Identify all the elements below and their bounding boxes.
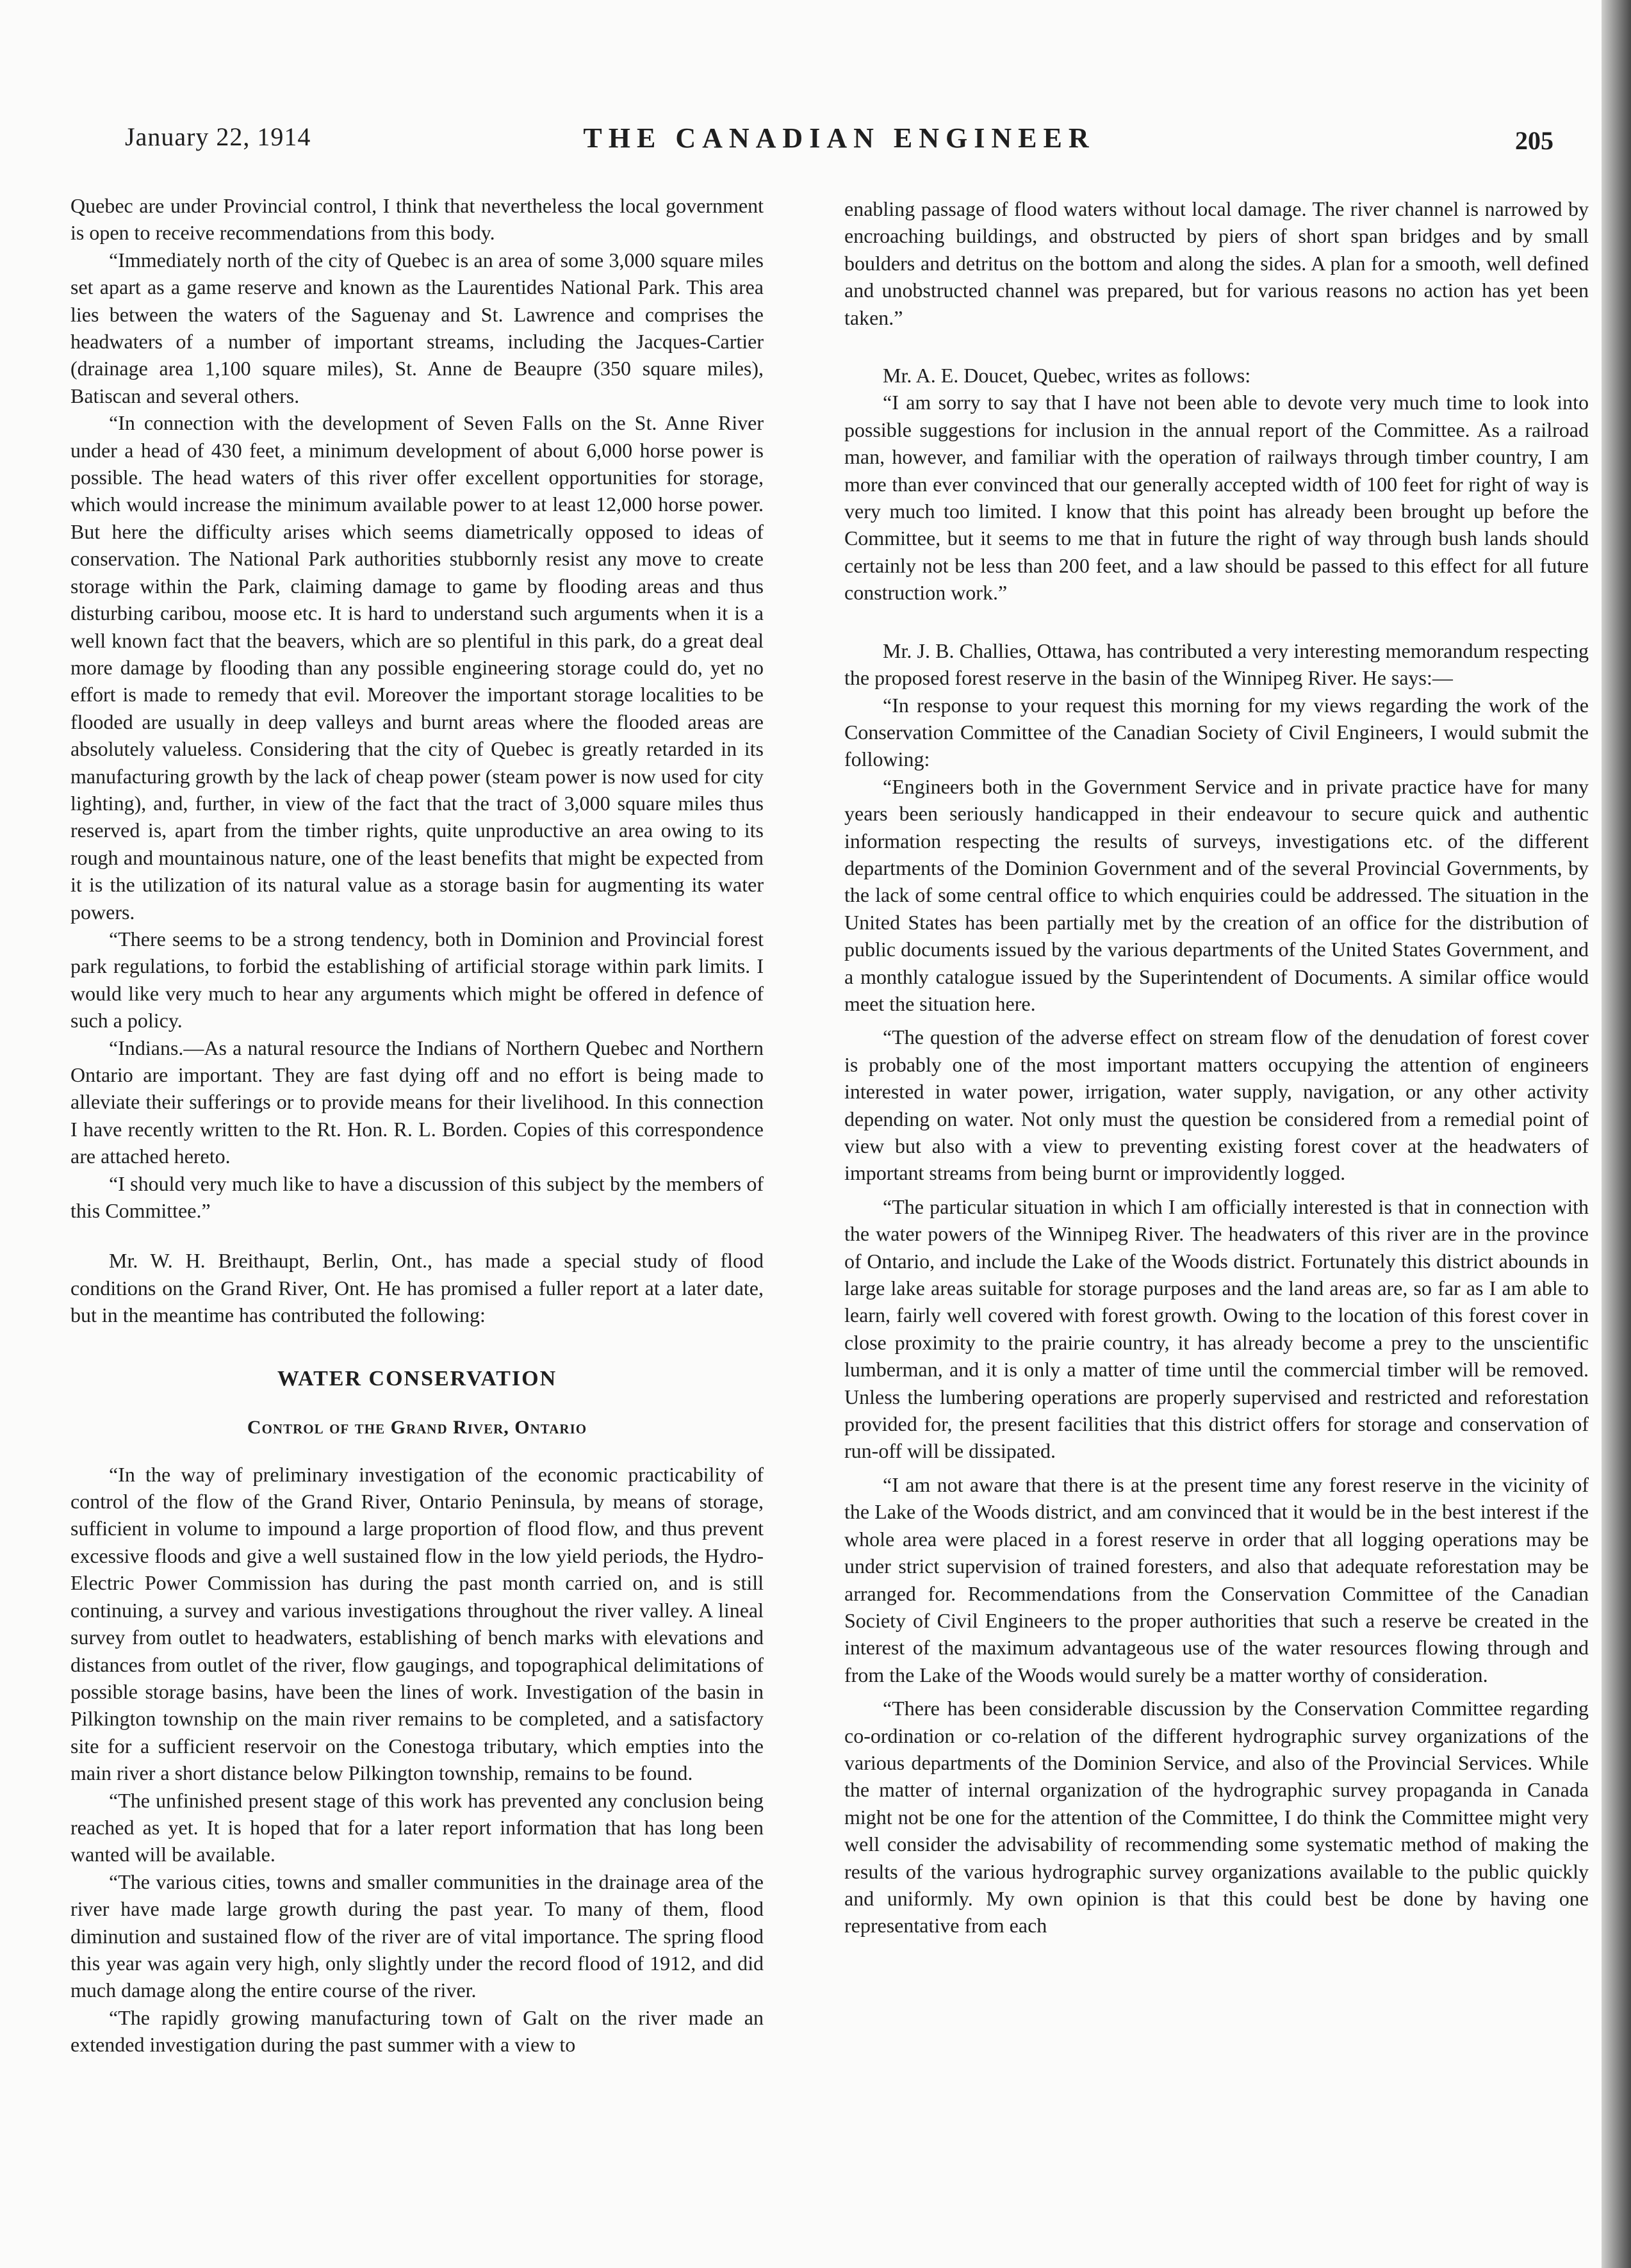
page-number: 205 (1515, 126, 1553, 155)
paragraph: enabling passage of flood waters without local damage. The river channel is narrowed by encroaching buildings, and obstructed by piers of short span bridges and by small boulders and detritus on the bottom and along the sides. A plan for a smooth, well defined and unobstructed channel was prepared, but for various reasons no action has yet been taken.” (844, 197, 1589, 329)
right-column (844, 195, 1589, 1939)
paragraph: “I should very much like to have a discussion of this subject by the members of this Committee.” (70, 1171, 764, 1223)
left-column (70, 192, 764, 2059)
paragraph: “In response to your request this morning for my views regarding the work of the Conservation Committee of the Canadian Society of Civil Engineers, I would submit the following: (844, 693, 1589, 771)
section-subheading: Control of the Grand River, Ontario (247, 1416, 587, 1438)
page-binding-shadow (1602, 0, 1631, 2268)
paragraph: “The question of the adverse effect on stream flow of the denudation of forest cover is probably one of the most important matters occupying the attention of engineers interested in water power, irrigation, water supply, navigation, or any other activity depending on water. Not only must the question be considered from a remedial point of view but also with a view to preventing existing forest cover at the headwaters of important streams from being burnt or improvidently logged. (844, 1025, 1589, 1185)
paragraph: “In the way of preliminary investigation of the economic practicability of control of the flow of the Grand River, Ontario Peninsula, by means of storage, sufficient in volume to impound a large proportion of flood flow, and thus prevent excessive floods and give a well sustained flow in the low yield periods, the Hydro-Electric Power Commission has during the past month carried on, and is still continuing, a survey and various investigations throughout the river valley. A lineal survey from outlet to headwaters, establishing of bench marks with elevations and distances from outlet of the river, flow gaugings, and topographical delimitations of possible storage basins, have been the lines of work. Investigation of the basin in Pilkington township on the main river remains to be completed, and a satisfactory site for a sufficient reservoir on the Conestoga tributary, which empties into the main river a short distance below Pilkington township, remains to be found. (70, 1462, 764, 1785)
paragraph: “There has been considerable discussion by the Conservation Committee regarding co-ordination or co-relation of the different hydrographic survey organizations of the various departments of the Dominion Service, and also of the Provincial Services. While the matter of internal organization of the hydrographic survey propaganda in Canada might not be one for the attention of the Committee, I do think the Committee might very well consider the advisability of recommending some systematic method of making the results of the various hydrographic survey organizations available to the public quickly and uniformly. My own opinion is that this could best be done by having one representative from each (844, 1697, 1589, 1938)
paragraph: “Indians.—As a natural resource the Indians of Northern Quebec and Northern Ontario are important. They are fast dying off and no effort is being made to alleviate their sufferings or to provide means for their livelihood. In this connection I have recently written to the Rt. Hon. R. L. Borden. Copies of this correspondence are attached hereto. (70, 1036, 764, 1168)
paragraph: “There seems to be a strong tendency, both in Dominion and Provincial forest park regulations, to forbid the establishing of artificial storage within park limits. I would like very much to hear any arguments which might be offered in defence of such a policy. (70, 927, 764, 1032)
paragraph: “Engineers both in the Government Service and in private practice have for many years been seriously handicapped in their endeavour to secure quick and authentic information respecting the results of surveys, investigations etc. of the different departments of the Dominion Government and of the several Provincial Governments, by the lack of some central office to which enquiries could be addressed. The situation in the United States has been partially met by the creation of an office for the distribution of public documents issued by the various departments of the United States Government, and a monthly catalogue issued by the Superintendent of Documents. A similar office would meet the situation here. (844, 774, 1589, 1015)
paragraph: Mr. A. E. Doucet, Quebec, writes as follows: (883, 364, 1251, 388)
section-heading: WATER CONSERVATION (277, 1366, 557, 1391)
journal-title: THE CANADIAN ENGINEER (583, 122, 1095, 154)
paragraph: Quebec are under Provincial control, I think that nevertheless the local government is open to receive recommendations from this body. (70, 194, 764, 245)
paragraph: “The various cities, towns and smaller communities in the drainage area of the river have made large growth during the past year. To many of them, flood diminution and sustained flow of the river are of vital importance. The spring flood this year was again very high, only slightly under the record flood of 1912, and did much damage along the entire course of the river. (70, 1870, 764, 2002)
paragraph: “In connection with the development of Seven Falls on the St. Anne River under a head of 430 feet, a minimum development of about 6,000 horse power is possible. The head waters of this river offer excellent opportunities for storage, which would increase the minimum available power to at least 12,000 horse power. But here the difficulty arises which seems diametrically opposed to ideas of conservation. The National Park authorities stubbornly resist any move to create storage within the Park, claiming damage to game by flooding areas and thus disturbing caribou, moose etc. It is hard to understand such arguments when it is a well known fact that the beavers, which are so plentiful in this park, do a great deal more damage by flooding than any possible engineering storage could do, yet no effort is made to remedy that evil. Moreover the important storage localities to be flooded are usually in deep valleys and burnt areas where the flooded areas are absolutely valueless. Considering that the city of Quebec is greatly retarded in its manufacturing growth by the lack of cheap power (steam power is now used for city lighting), and, further, in view of the fact that the tract of 3,000 square miles thus reserved is, apart from the timber rights, quite unproductive an area owing to its rough and mountainous nature, one of the least benefits that might be expected from it is the utilization of its natural value as a storage basin for augmenting its water powers. (70, 411, 764, 924)
paragraph: Mr. W. H. Breithaupt, Berlin, Ont., has made a special study of flood conditions on the Grand River, Ont. He has promised a fuller report at a later date, but in the meantime has contributed the following: (70, 1249, 764, 1327)
issue-date: January 22, 1914 (125, 122, 311, 151)
paragraph: “The unfinished present stage of this work has prevented any conclusion being reached as yet. It is hoped that for a later report information that has long been wanted will be available. (70, 1788, 764, 1866)
paragraph: “The rapidly growing manufacturing town of Galt on the river made an extended investigation during the past summer with a view to (70, 2005, 764, 2057)
paragraph: “I am not aware that there is at the present time any forest reserve in the vicinity of the Lake of the Woods district, and am convinced that it would be in the best interest if the whole area were placed in a forest reserve in order that all logging operations may be under strict supervision of trained foresters, and also that adequate reforestation may be arranged for. Recommendations from the Conservation Committee of the Canadian Society of Civil Engineers to the proper authorities that such a reserve be created in the interest of the maximum advantageous use of the water resources flowing through and from the Lake of the Woods would surely be a matter worthy of consideration. (844, 1473, 1589, 1686)
paragraph: “I am sorry to say that I have not been able to devote very much time to look into possible suggestions for inclusion in the annual report of the Committee. As a railroad man, however, and familiar with the operation of railways through timber country, I am more than ever convinced that our generally accepted width of 100 feet for right of way is very much too limited. I know that this point has already been brought up before the Committee, but it seems to me that in future the right of way through bush lands should certainly not be less than 200 feet, and a law should be passed to this effect for all future construction work.” (844, 391, 1589, 605)
paragraph: “Immediately north of the city of Quebec is an area of some 3,000 square miles set apart as a game reserve and known as the Laurentides National Park. This area lies between the waters of the Saguenay and St. Lawrence and comprises the headwaters of a number of important streams, including the Jacques-Cartier (drainage area 1,100 square miles), St. Anne de Beaupre (350 square miles), Batiscan and several others. (70, 248, 764, 407)
paragraph: “The particular situation in which I am officially interested is that in connection with the water powers of the Winnipeg River. The headwaters of this river are in the province of Ontario, and include the Lake of the Woods district. Fortunately this district abounds in large lake areas suitable for storage purposes and the land areas are, so far as I am able to learn, fairly well covered with forest growth. Owing to the location of this forest cover in close proximity to the prairie country, it has already become a prey to the unscientific lumberman, and it is only a matter of time until the commercial timber will be removed. Unless the lumbering operations are properly supervised and restricted and reforestation provided for, the present facilities that this district offers for storage and conservation of run-off will be dissipated. (844, 1195, 1589, 1463)
page-header (125, 122, 1553, 167)
paragraph: Mr. J. B. Challies, Ottawa, has contributed a very interesting memorandum respecting the proposed forest reserve in the basin of the Winnipeg River. He says:— (844, 639, 1589, 690)
